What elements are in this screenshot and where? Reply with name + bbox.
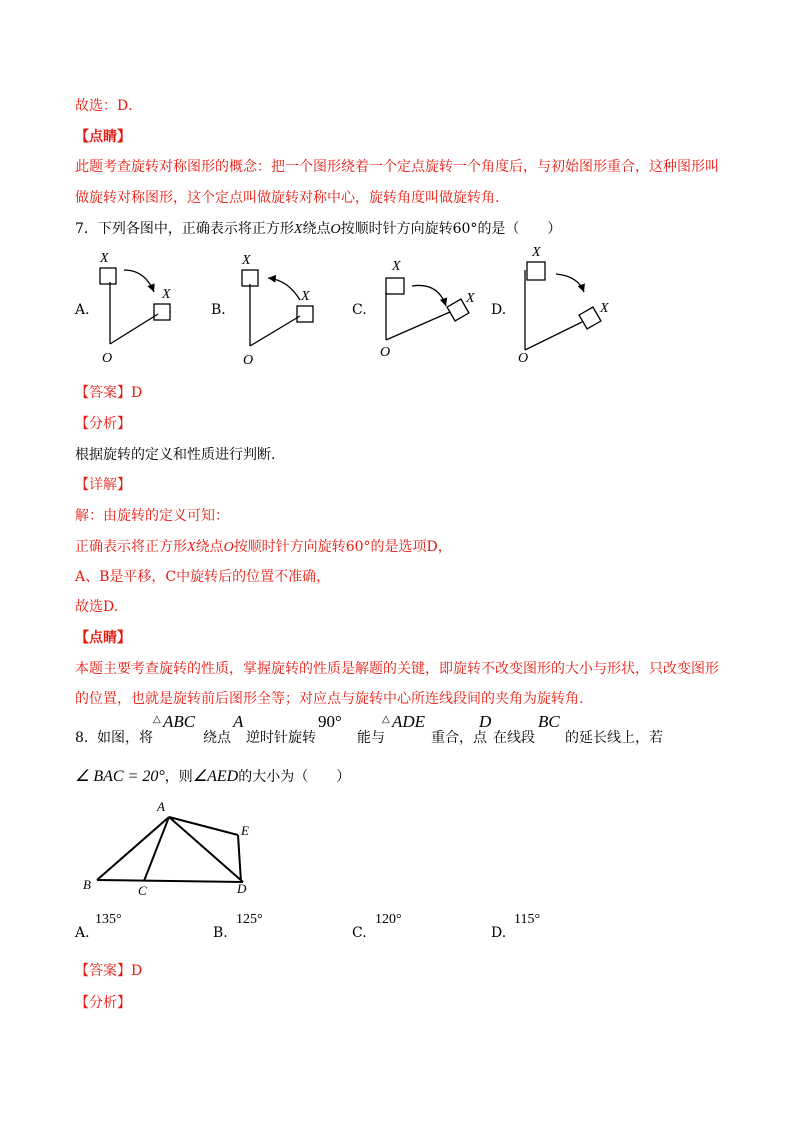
q7-figure-b	[241, 253, 313, 368]
q7-figure-d	[518, 245, 609, 366]
q8-fig-label-b: B	[83, 877, 91, 892]
q7-detail-label: 【详解】	[75, 477, 131, 493]
q7-detail2-x: X	[187, 540, 196, 555]
q7-fig-c-x2: X	[466, 291, 475, 306]
q7-detail2-angle: 60°	[345, 539, 371, 555]
q8-bc: BC	[538, 712, 560, 731]
q7-fig-d-x2: X	[600, 301, 609, 316]
q7-stem-d: 的是（ ）	[477, 221, 562, 237]
q7-option-a: A.	[75, 302, 90, 318]
q7-point-label: 【点睛】	[75, 630, 131, 646]
q8-t9: 的大小为（ ）	[238, 769, 351, 785]
q7-detail2-d: 的是选项D，	[370, 539, 452, 555]
q7-fig-d-o: O	[518, 351, 529, 366]
q7-figure-a	[99, 251, 171, 366]
q8-figure	[75, 795, 275, 900]
q8-t7: 的延长线上，若	[565, 730, 663, 746]
q8-t5: 重合，点	[431, 730, 487, 746]
q7-number: 7．	[75, 221, 98, 237]
q8-option-d-value: 115°	[514, 912, 541, 927]
q8-stem-line1	[75, 712, 725, 752]
q7-option-c: C.	[352, 302, 367, 318]
q8-t2: 绕点	[203, 730, 231, 746]
q8-t8: ，则	[164, 769, 193, 785]
q8-deg90: 90°	[318, 712, 342, 731]
q7-option-b: B.	[211, 302, 226, 318]
q8-t6: 在线段	[493, 730, 535, 746]
q7-detail2-o: O	[223, 540, 234, 555]
q8-answer: 【答案】D	[75, 963, 143, 979]
q8-option-a-label: A.	[75, 925, 90, 941]
q6-point-line2: 做旋转对称图形，这个定点叫做旋转对称中心，旋转角度叫做旋转角.	[75, 190, 500, 206]
q7-var-x: X	[293, 222, 303, 237]
q7-point2: 的位置，也就是旋转前后图形全等；对应点与旋转中心所连线段间的夹角为旋转角.	[75, 691, 584, 707]
q7-fig-b-o: O	[243, 353, 254, 368]
q8-option-d-label: D.	[491, 925, 507, 941]
q8-a: A	[233, 712, 244, 731]
q7-fig-a-o: O	[102, 351, 113, 366]
q7-figure-c	[380, 259, 475, 360]
q7-fig-c-o: O	[380, 345, 391, 360]
q7-stem	[75, 219, 561, 240]
q7-fig-b-x2: X	[301, 289, 310, 304]
q7-point1: 本题主要考查旋转的性质，掌握旋转的性质是解题的关键，即旋转不改变图形的大小与形状，只改变图形	[75, 661, 719, 677]
q7-figures	[0, 240, 800, 370]
q7-detail2-b: 绕点	[195, 539, 224, 555]
q8-t4: 能与	[357, 730, 385, 746]
q6-point-line1: 此题考查旋转对称图形的概念：把一个图形绕着一个定点旋转一个角度后，与初始图形重合，这种图形叫	[75, 159, 719, 175]
q8-tri1: △	[153, 714, 161, 725]
q8-number: 8．	[75, 730, 98, 746]
q8-abc: ABC	[163, 712, 196, 731]
q7-answer: 【答案】D	[75, 385, 143, 401]
q7-analysis-label: 【分析】	[75, 416, 131, 432]
q8-ade: ADE	[392, 712, 426, 731]
q8-analysis-label: 【分析】	[75, 995, 131, 1011]
q7-detail2-a: 正确表示将正方形	[75, 539, 187, 555]
q7-fig-a-x1: X	[100, 251, 109, 266]
q8-stem-line2	[75, 766, 350, 788]
q8-fig-label-d: D	[237, 881, 247, 896]
q7-detail4: 故选D.	[75, 599, 119, 615]
q7-fig-c-x1: X	[392, 259, 401, 274]
q8-fig-label-a: A	[157, 799, 165, 814]
q8-aed: ∠AED	[192, 768, 239, 785]
q8-option-a-value: 135°	[95, 912, 122, 927]
q6-choice: 故选：D．	[75, 98, 143, 114]
q7-fig-a-x2: X	[162, 287, 171, 302]
q7-angle: 60°	[452, 221, 478, 237]
q7-detail2	[75, 537, 452, 558]
q7-stem-c: 按顺时针方向旋转	[340, 221, 453, 237]
q7-detail3: A、B是平移，C中旋转后的位置不准确，	[75, 569, 331, 585]
q7-detail2-c: 按顺时针方向旋转	[233, 539, 346, 555]
q8-option-b-value: 125°	[236, 912, 263, 927]
q7-fig-b-x1: X	[242, 253, 251, 268]
q8-fig-label-e: E	[241, 823, 249, 838]
q8-option-c-value: 120°	[375, 912, 402, 927]
q6-point-label: 【点睛】	[75, 129, 131, 145]
q7-stem-b: 绕点	[302, 221, 331, 237]
q8-t1: 如图，将	[97, 730, 153, 746]
q8-t3: 逆时针旋转	[246, 730, 316, 746]
q7-detail1: 解：由旋转的定义可知：	[75, 508, 229, 524]
q7-fig-d-x1: X	[532, 245, 541, 260]
q8-option-c-label: C.	[352, 925, 367, 941]
q7-option-d: D.	[491, 302, 507, 318]
q7-analysis: 根据旋转的定义和性质进行判断.	[75, 447, 276, 463]
q7-var-o: O	[330, 222, 341, 237]
q8-cond: ∠ BAC = 20°	[75, 768, 165, 785]
q7-stem-a: 下列各图中，正确表示将正方形	[97, 221, 294, 237]
q8-fig-label-c: C	[138, 883, 147, 898]
q8-d: D	[479, 712, 492, 731]
q8-option-b-label: B.	[213, 925, 228, 941]
q8-tri2: △	[382, 714, 390, 725]
